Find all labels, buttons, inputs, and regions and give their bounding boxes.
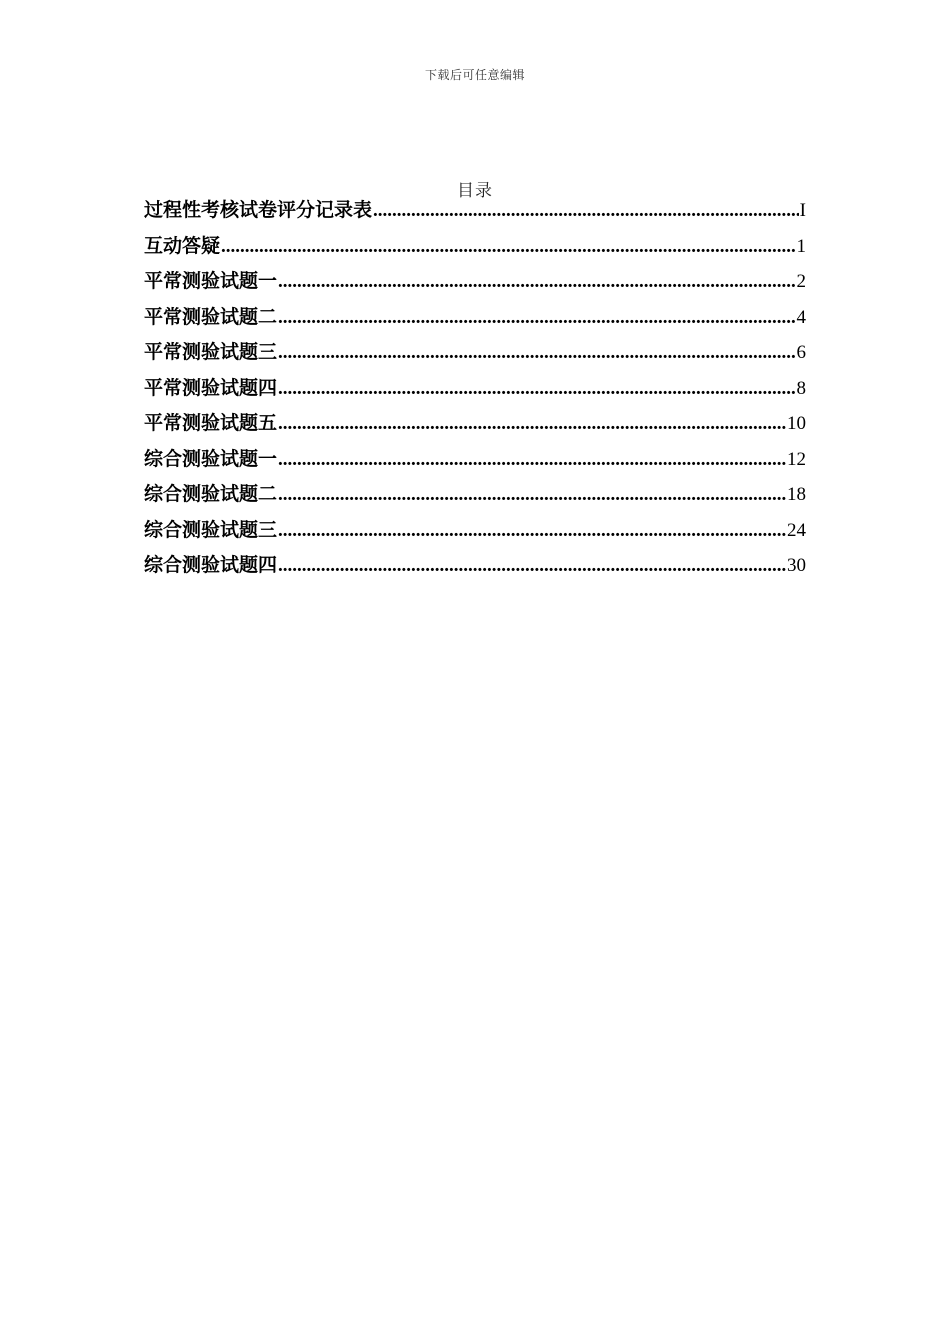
toc-entry-page: 6 — [796, 342, 806, 363]
toc-dot-leader — [278, 517, 786, 545]
toc-entry[interactable] — [144, 268, 806, 304]
toc-entry-page: 1 — [796, 235, 806, 257]
toc-entry-label: 综合测验试题三 — [144, 519, 278, 541]
toc-dot-leader — [278, 375, 795, 403]
toc-entry-page: 10 — [787, 413, 806, 434]
toc-entry[interactable] — [144, 339, 806, 375]
toc-entry[interactable] — [144, 197, 806, 233]
toc-entry-label: 综合测验试题一 — [144, 448, 278, 470]
toc-entry-label: 平常测验试题五 — [144, 413, 278, 434]
toc-entry-label: 过程性考核试卷评分记录表 — [144, 200, 373, 221]
toc-dot-leader — [278, 481, 786, 509]
toc-entry[interactable] — [144, 375, 806, 411]
toc-entry[interactable] — [144, 304, 806, 340]
toc-title: 目录 — [457, 181, 493, 200]
toc-entry-label: 综合测验试题四 — [144, 555, 278, 576]
header-note: 下载后可任意编辑 — [424, 68, 525, 82]
toc-entry[interactable] — [144, 481, 806, 517]
toc-entry[interactable] — [144, 552, 806, 588]
toc-entry-label: 平常测验试题一 — [144, 271, 278, 292]
toc-dot-leader — [278, 552, 786, 580]
toc-entry-page: 30 — [787, 555, 806, 576]
toc-entry-page: 18 — [787, 484, 806, 505]
table-of-contents — [144, 197, 806, 588]
toc-dot-leader — [278, 268, 795, 296]
toc-entry-page: 4 — [796, 306, 806, 328]
toc-dot-leader — [221, 233, 795, 261]
toc-entry-label: 平常测验试题二 — [144, 306, 278, 328]
toc-entry[interactable] — [144, 446, 806, 482]
toc-dot-leader — [278, 410, 786, 438]
toc-entry-page: 12 — [787, 448, 806, 470]
toc-entry[interactable] — [144, 517, 806, 553]
toc-dot-leader — [278, 304, 795, 332]
toc-entry-label: 互动答疑 — [144, 235, 221, 257]
toc-entry-page: 8 — [796, 377, 806, 399]
toc-dot-leader — [278, 446, 786, 474]
toc-dot-leader — [373, 197, 799, 225]
toc-dot-leader — [278, 339, 795, 367]
toc-entry-label: 综合测验试题二 — [144, 484, 278, 505]
toc-entry[interactable] — [144, 233, 806, 269]
toc-entry-page: 24 — [787, 519, 806, 541]
toc-entry-page: I — [799, 200, 806, 221]
toc-entry[interactable] — [144, 410, 806, 446]
toc-entry-label: 平常测验试题三 — [144, 342, 278, 363]
toc-entry-label: 平常测验试题四 — [144, 377, 278, 399]
toc-entry-page: 2 — [796, 271, 806, 292]
